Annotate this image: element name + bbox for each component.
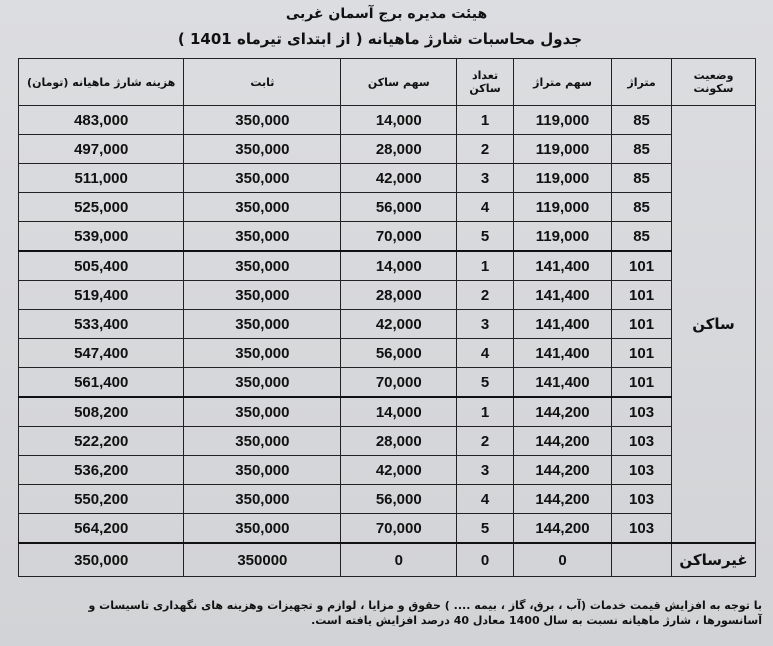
total-cell: 525,000 (19, 193, 184, 222)
resident-share-cell: 56,000 (341, 485, 457, 514)
residents-cell: 2 (457, 135, 514, 164)
area-cell: 103 (612, 485, 672, 514)
table-row (19, 485, 756, 514)
status-cell-nonresident: غیرساکن (672, 543, 756, 577)
fixed-cell: 350,000 (184, 485, 341, 514)
resident-share-cell: 70,000 (341, 368, 457, 398)
total-cell: 539,000 (19, 222, 184, 252)
residents-cell: 5 (457, 222, 514, 252)
table-row (19, 427, 756, 456)
table-row (19, 135, 756, 164)
table-subtitle: جدول محاسبات شارژ ماهیانه ( از ابتدای تیرماه 1401 ) (177, 30, 583, 48)
total-cell: 519,400 (19, 281, 184, 310)
area-cell: 85 (612, 106, 672, 135)
area-share-cell: 0 (513, 543, 611, 577)
area-cell: 103 (612, 456, 672, 485)
area-share-cell: 144,200 (513, 456, 611, 485)
fixed-cell: 350,000 (184, 193, 341, 222)
residents-cell: 1 (457, 106, 514, 135)
residents-cell: 4 (457, 485, 514, 514)
table-row (19, 514, 756, 544)
table-row (19, 339, 756, 368)
table-row (19, 106, 756, 135)
area-share-cell: 141,400 (513, 339, 611, 368)
total-cell: 511,000 (19, 164, 184, 193)
residents-cell: 1 (457, 397, 514, 427)
total-cell: 561,400 (19, 368, 184, 398)
table-row (19, 368, 756, 398)
col-header-area-share: سهم متراژ (513, 59, 611, 106)
resident-share-cell: 28,000 (341, 427, 457, 456)
area-cell: 101 (612, 339, 672, 368)
area-share-cell: 119,000 (513, 222, 611, 252)
total-cell: 350,000 (19, 543, 184, 577)
area-share-cell: 119,000 (513, 164, 611, 193)
area-cell: 103 (612, 514, 672, 544)
area-share-cell: 141,400 (513, 281, 611, 310)
table-row (19, 222, 756, 252)
total-cell: 536,200 (19, 456, 184, 485)
resident-share-cell: 28,000 (341, 281, 457, 310)
resident-share-cell: 70,000 (341, 222, 457, 252)
area-cell (612, 543, 672, 577)
col-header-fixed: ثابت (184, 59, 341, 106)
area-cell: 103 (612, 427, 672, 456)
total-cell: 550,200 (19, 485, 184, 514)
resident-share-cell: 0 (341, 543, 457, 577)
resident-share-cell: 42,000 (341, 164, 457, 193)
area-cell: 101 (612, 251, 672, 281)
area-cell: 103 (612, 397, 672, 427)
resident-share-cell: 14,000 (341, 106, 457, 135)
table-row (19, 251, 756, 281)
area-cell: 85 (612, 222, 672, 252)
fixed-cell: 350,000 (184, 368, 341, 398)
table-row (19, 456, 756, 485)
area-share-cell: 119,000 (513, 135, 611, 164)
area-cell: 85 (612, 193, 672, 222)
fixed-cell: 350,000 (184, 310, 341, 339)
resident-share-cell: 56,000 (341, 339, 457, 368)
total-cell: 522,200 (19, 427, 184, 456)
resident-share-cell: 70,000 (341, 514, 457, 544)
table-row (19, 397, 756, 427)
total-cell: 547,400 (19, 339, 184, 368)
resident-share-cell: 14,000 (341, 397, 457, 427)
area-share-cell: 119,000 (513, 193, 611, 222)
col-header-resident-share: سهم ساکن (341, 59, 457, 106)
residents-cell: 5 (457, 368, 514, 398)
fixed-cell: 350,000 (184, 135, 341, 164)
table-row (19, 193, 756, 222)
table-body (19, 106, 756, 577)
residents-cell: 1 (457, 251, 514, 281)
area-cell: 101 (612, 310, 672, 339)
table-row (19, 310, 756, 339)
document-title: هیئت مدیره برج آسمان غربی (285, 6, 488, 22)
area-cell: 85 (612, 164, 672, 193)
total-cell: 505,400 (19, 251, 184, 281)
charge-table (18, 58, 756, 577)
residents-cell: 2 (457, 427, 514, 456)
total-cell: 497,000 (19, 135, 184, 164)
fixed-cell: 350,000 (184, 427, 341, 456)
residents-cell: 4 (457, 339, 514, 368)
total-cell: 508,200 (19, 397, 184, 427)
fixed-cell: 350,000 (184, 106, 341, 135)
residents-cell: 2 (457, 281, 514, 310)
area-cell: 101 (612, 368, 672, 398)
fixed-cell: 350,000 (184, 339, 341, 368)
fixed-cell: 350000 (184, 543, 341, 577)
residents-cell: 4 (457, 193, 514, 222)
total-cell: 564,200 (19, 514, 184, 544)
area-share-cell: 141,400 (513, 310, 611, 339)
residents-cell: 0 (457, 543, 514, 577)
fixed-cell: 350,000 (184, 514, 341, 544)
fixed-cell: 350,000 (184, 164, 341, 193)
resident-share-cell: 56,000 (341, 193, 457, 222)
fixed-cell: 350,000 (184, 281, 341, 310)
footer-line-2: آسانسورها ، شارژ ماهیانه نسبت به سال 1400 معادل 40 درصد افزایش یافته است. (311, 614, 762, 627)
residents-cell: 3 (457, 456, 514, 485)
area-cell: 85 (612, 135, 672, 164)
area-share-cell: 144,200 (513, 427, 611, 456)
resident-share-cell: 42,000 (341, 310, 457, 339)
fixed-cell: 350,000 (184, 397, 341, 427)
area-share-cell: 144,200 (513, 514, 611, 544)
resident-share-cell: 28,000 (341, 135, 457, 164)
area-share-cell: 141,400 (513, 251, 611, 281)
total-cell: 533,400 (19, 310, 184, 339)
table-row (19, 281, 756, 310)
residents-cell: 3 (457, 310, 514, 339)
area-share-cell: 119,000 (513, 106, 611, 135)
col-header-status: وضعیت سکونت (672, 59, 756, 106)
table-header-row (19, 59, 756, 106)
fixed-cell: 350,000 (184, 456, 341, 485)
footer-note (10, 598, 762, 628)
col-header-total: هزینه شارژ ماهیانه (تومان) (19, 59, 184, 106)
resident-share-cell: 14,000 (341, 251, 457, 281)
col-header-residents: تعداد ساکن (457, 59, 514, 106)
col-header-area: متراژ (612, 59, 672, 106)
area-share-cell: 144,200 (513, 397, 611, 427)
resident-share-cell: 42,000 (341, 456, 457, 485)
residents-cell: 3 (457, 164, 514, 193)
area-share-cell: 144,200 (513, 485, 611, 514)
fixed-cell: 350,000 (184, 222, 341, 252)
status-cell-resident: ساکن (672, 106, 756, 544)
footer-line-1: با توجه به افزایش قیمت خدمات (آب ، برق، گاز ، بیمه .... ) حقوق و مزایا ، لوازم و تجهیزات وهزینه های نگهداری تاسیسات و (88, 599, 762, 612)
fixed-cell: 350,000 (184, 251, 341, 281)
table-row (19, 164, 756, 193)
total-cell: 483,000 (19, 106, 184, 135)
area-cell: 101 (612, 281, 672, 310)
area-share-cell: 141,400 (513, 368, 611, 398)
residents-cell: 5 (457, 514, 514, 544)
table-row-nonresident (19, 543, 756, 577)
